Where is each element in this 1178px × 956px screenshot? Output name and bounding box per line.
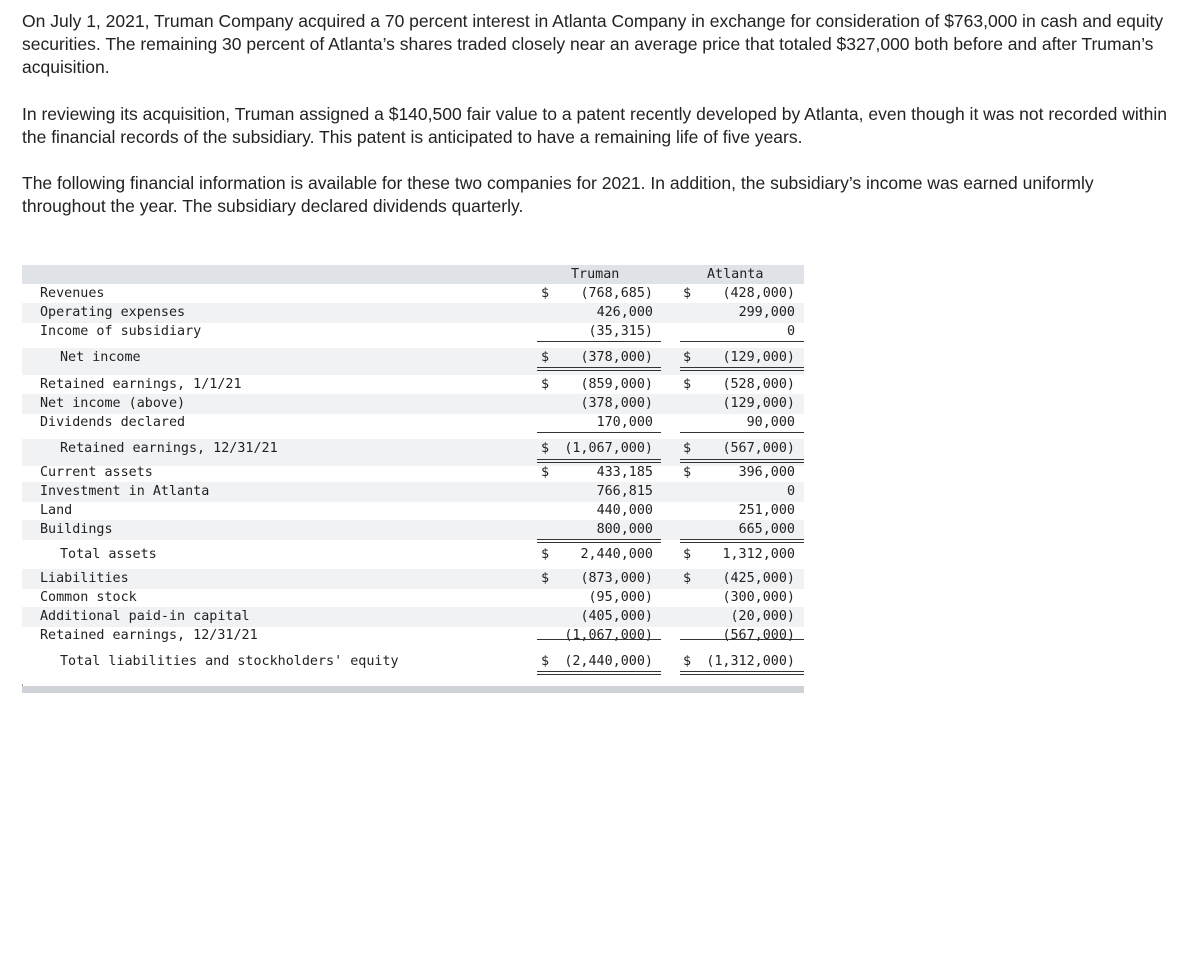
total-double-underline	[680, 367, 804, 371]
truman-currency: $	[541, 350, 550, 365]
truman-currency: $	[541, 441, 550, 456]
atlanta-value: 1,312,000	[722, 547, 795, 562]
row-label: Liabilities	[40, 571, 129, 586]
truman-value: 766,815	[596, 484, 653, 499]
total-double-underline	[680, 459, 804, 463]
truman-value: 800,000	[596, 522, 653, 537]
row-label: Total liabilities and stockholders' equity	[60, 654, 399, 669]
atlanta-value: (1,312,000)	[706, 654, 795, 669]
row-label: Total assets	[60, 547, 157, 562]
column-header-atlanta: Atlanta	[707, 267, 764, 282]
atlanta-value: 299,000	[738, 305, 795, 320]
truman-currency: $	[541, 465, 550, 480]
row-label: Income of subsidiary	[40, 324, 202, 339]
atlanta-currency: $	[683, 571, 692, 586]
truman-value: (378,000)	[580, 350, 653, 365]
subtotal-underline	[537, 341, 661, 342]
atlanta-value: 251,000	[738, 503, 795, 518]
subtotal-underline	[537, 432, 661, 433]
truman-value: (2,440,000)	[564, 654, 653, 669]
atlanta-currency: $	[683, 441, 692, 456]
truman-value: 2,440,000	[580, 547, 653, 562]
atlanta-value: (425,000)	[722, 571, 795, 586]
table-footer-bar	[22, 686, 804, 693]
intro-paragraph-3: The following financial information is available for these two companies for 2021. In addition, the subsidiary’s income was earned uniformly throughout the year. The subsidiary declared dividends quarterly.	[22, 173, 1094, 216]
row-label: Retained earnings, 12/31/21	[40, 628, 258, 643]
total-double-underline	[680, 539, 804, 543]
truman-value: (768,685)	[580, 286, 653, 301]
row-stripe	[22, 520, 804, 540]
atlanta-currency: $	[683, 377, 692, 392]
truman-currency: $	[541, 654, 550, 669]
row-label: Additional paid-in capital	[40, 609, 250, 624]
atlanta-value: (567,000)	[722, 441, 795, 456]
atlanta-value: (129,000)	[722, 396, 795, 411]
row-label: Operating expenses	[40, 305, 186, 320]
total-double-underline	[537, 367, 661, 371]
subtotal-underline	[680, 341, 804, 342]
truman-currency: $	[541, 286, 550, 301]
atlanta-currency: $	[683, 286, 692, 301]
atlanta-currency: $	[683, 654, 692, 669]
truman-value: (35,315)	[588, 324, 653, 339]
truman-value: 440,000	[596, 503, 653, 518]
atlanta-currency: $	[683, 465, 692, 480]
truman-value: (405,000)	[580, 609, 653, 624]
intro-paragraph-2: In reviewing its acquisition, Truman assigned a $140,500 fair value to a patent recently developed by Atlanta, even though it was not recorded within the financial records of the subsidiary. This patent is anticipated to have a remaining life of five years.	[22, 104, 1168, 147]
atlanta-value: 90,000	[746, 415, 795, 430]
truman-value: 426,000	[596, 305, 653, 320]
intro-paragraph-1: On July 1, 2021, Truman Company acquired a 70 percent interest in Atlanta Company in exchange for consideration of $763,000 in cash and equity securities. The remaining 30 percent of Atlanta’s shares traded closely near an average price that totaled $327,000 both before and after Truman’s acquisition.	[22, 11, 1164, 77]
row-label: Net income (above)	[40, 396, 186, 411]
truman-value: (873,000)	[580, 571, 653, 586]
atlanta-value: (300,000)	[722, 590, 795, 605]
total-double-underline	[537, 539, 661, 543]
row-label: Common stock	[40, 590, 137, 605]
row-label: Retained earnings, 12/31/21	[60, 441, 278, 456]
subtotal-underline	[680, 639, 804, 640]
atlanta-value: 0	[786, 324, 795, 339]
atlanta-value: 0	[786, 484, 795, 499]
total-double-underline	[680, 671, 804, 675]
total-double-underline	[537, 671, 661, 675]
truman-currency: $	[541, 377, 550, 392]
row-label: Net income	[60, 350, 141, 365]
truman-value: (1,067,000)	[564, 441, 653, 456]
total-double-underline	[537, 459, 661, 463]
truman-currency: $	[541, 571, 550, 586]
column-header-truman: Truman	[571, 267, 620, 282]
subtotal-underline	[680, 432, 804, 433]
truman-currency: $	[541, 547, 550, 562]
subtotal-underline	[537, 639, 661, 640]
row-label: Investment in Atlanta	[40, 484, 210, 499]
truman-value: 433,185	[596, 465, 653, 480]
row-label: Retained earnings, 1/1/21	[40, 377, 242, 392]
truman-value: (378,000)	[580, 396, 653, 411]
row-label: Dividends declared	[40, 415, 186, 430]
row-label: Buildings	[40, 522, 113, 537]
financial-table	[22, 265, 804, 694]
atlanta-currency: $	[683, 547, 692, 562]
truman-value: (1,067,000)	[564, 628, 653, 643]
atlanta-value: 396,000	[738, 465, 795, 480]
row-label: Revenues	[40, 286, 105, 301]
atlanta-value: (567,000)	[722, 628, 795, 643]
atlanta-value: (20,000)	[730, 609, 795, 624]
atlanta-value: (129,000)	[722, 350, 795, 365]
atlanta-value: 665,000	[738, 522, 795, 537]
atlanta-currency: $	[683, 350, 692, 365]
row-label: Land	[40, 503, 73, 518]
truman-value: 170,000	[596, 415, 653, 430]
atlanta-value: (528,000)	[722, 377, 795, 392]
truman-value: (95,000)	[588, 590, 653, 605]
table-header-band	[22, 265, 804, 284]
truman-value: (859,000)	[580, 377, 653, 392]
atlanta-value: (428,000)	[722, 286, 795, 301]
row-label: Current assets	[40, 465, 153, 480]
